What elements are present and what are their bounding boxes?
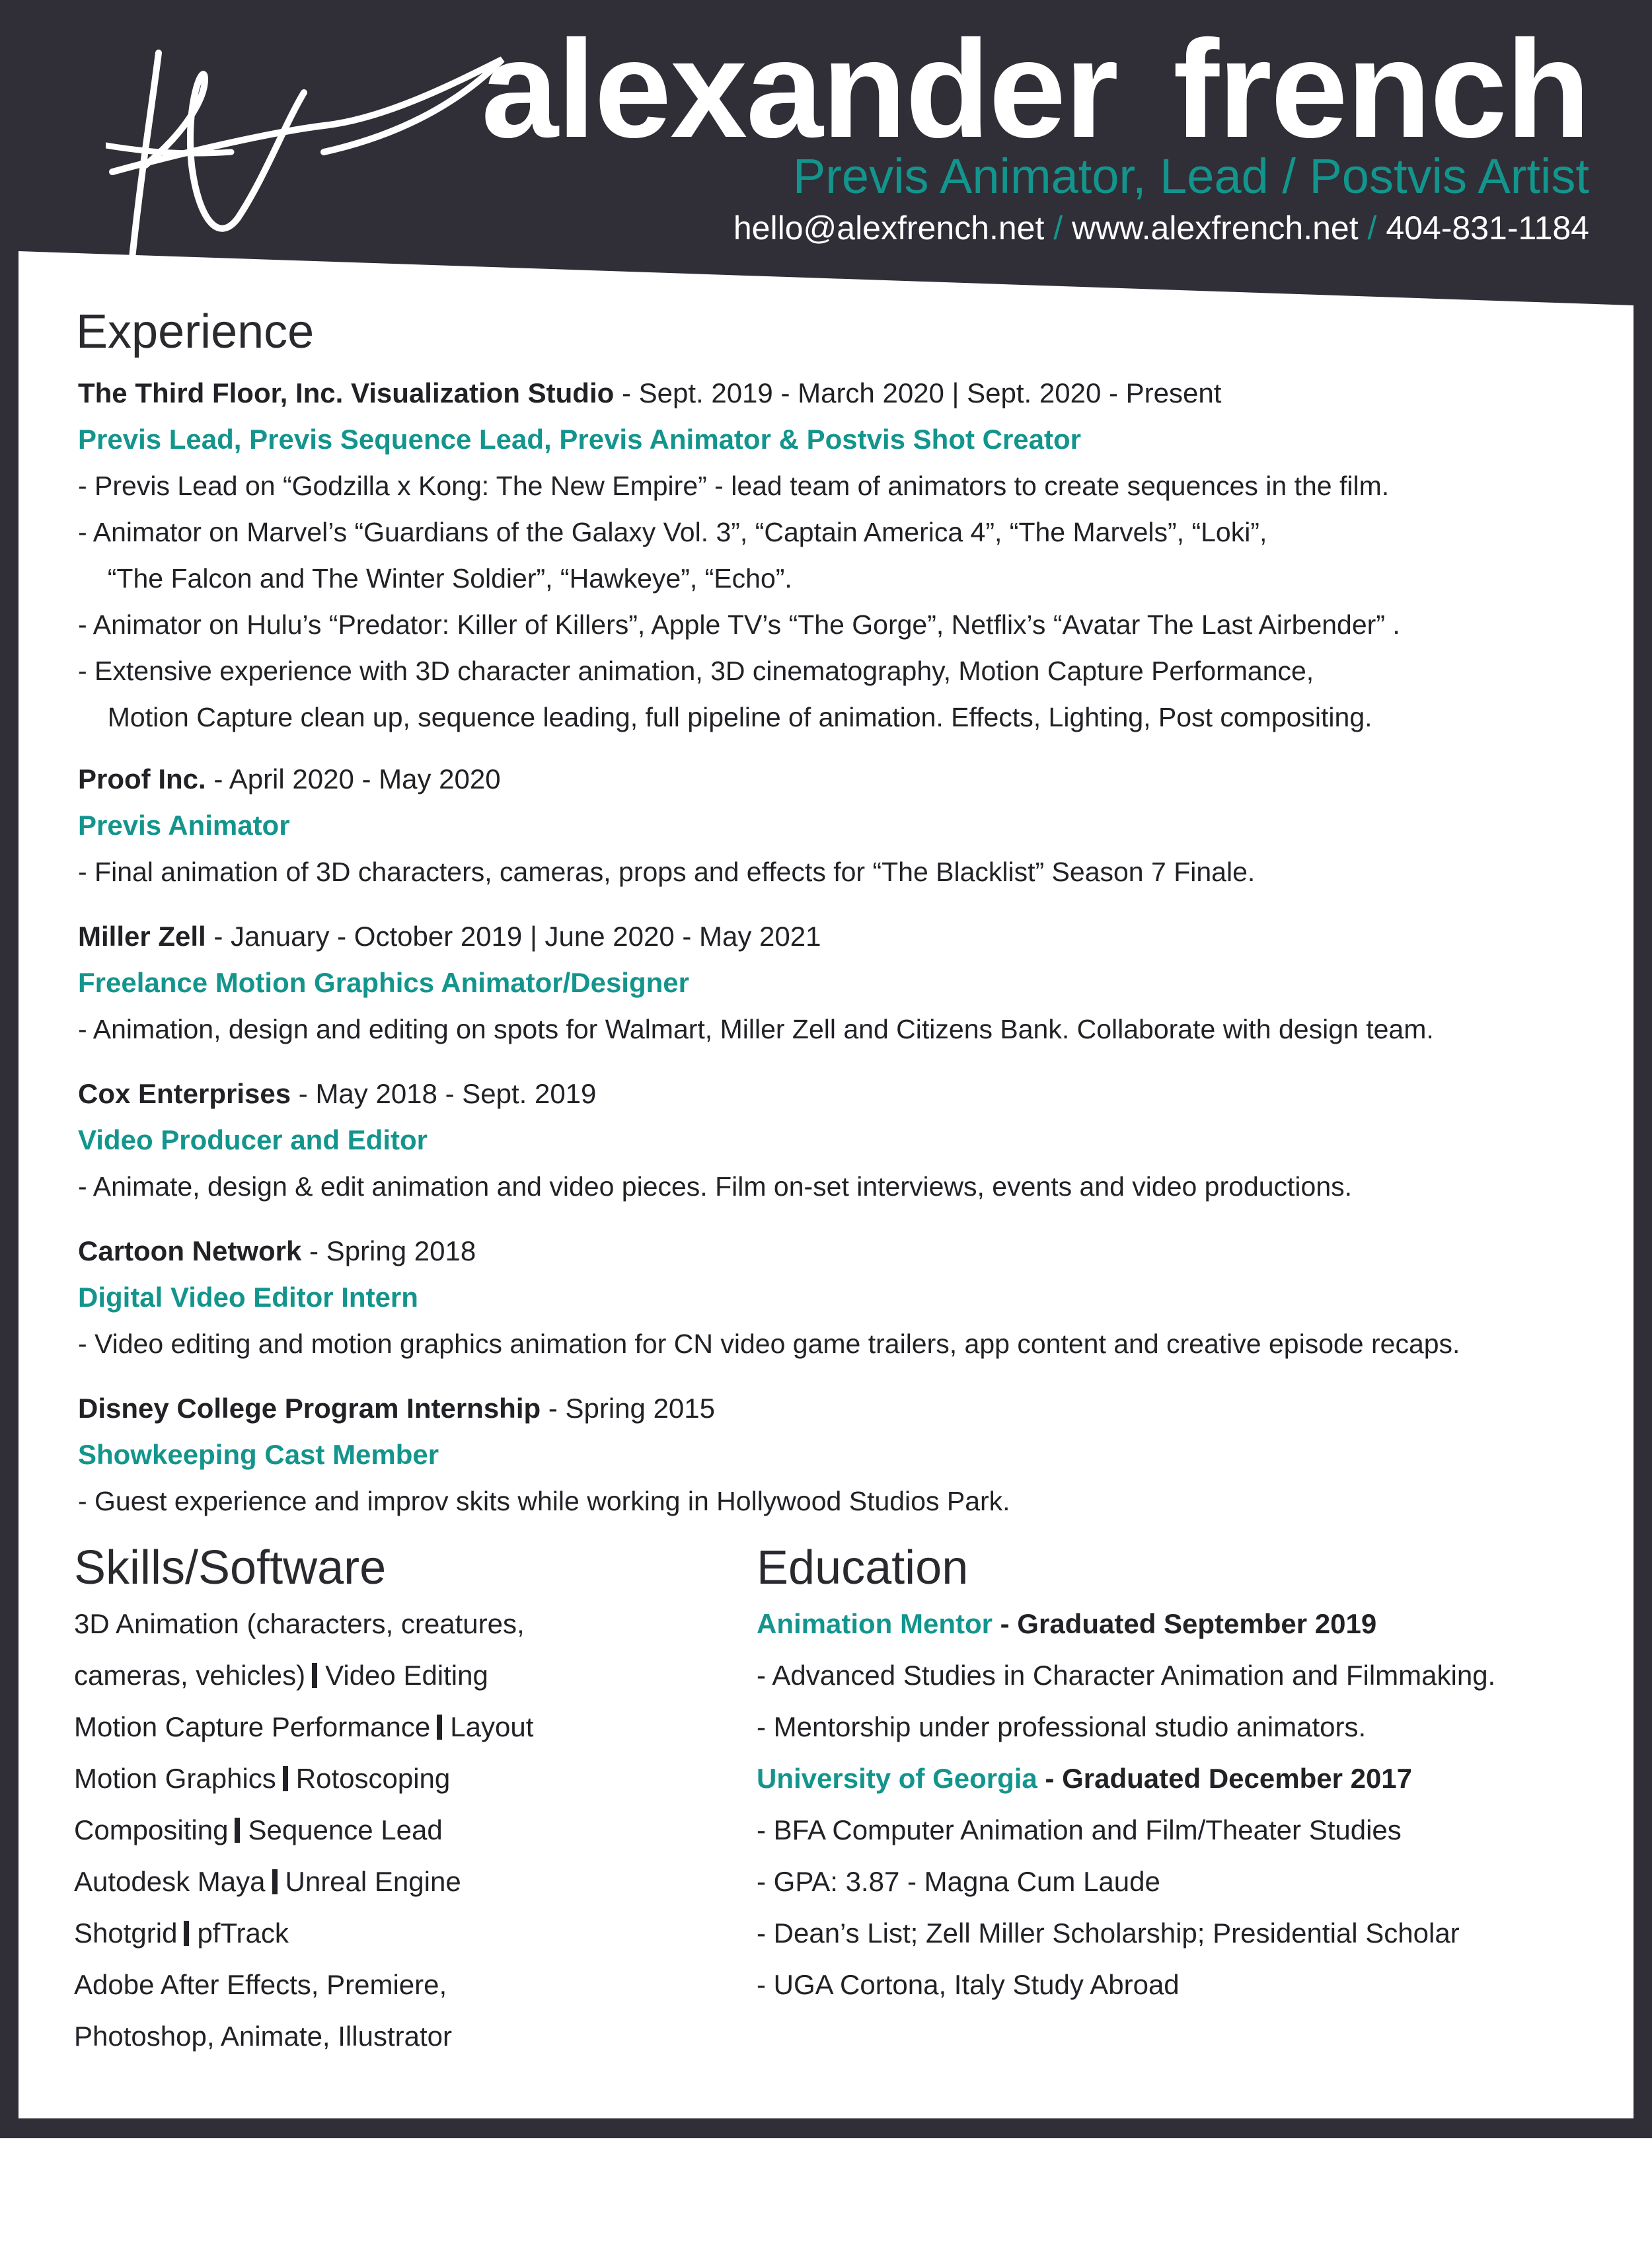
- job-role: Showkeeping Cast Member: [78, 1439, 439, 1470]
- education-detail: - UGA Cortona, Italy Study Abroad: [757, 1969, 1180, 2000]
- job-role: Digital Video Editor Intern: [78, 1282, 418, 1313]
- skill-item: Motion Capture Performance: [74, 1711, 431, 1742]
- skill-line: Photoshop, Animate, Illustrator: [74, 2021, 452, 2052]
- job-bullet: - Animation, design and editing on spots for Walmart, Miller Zell and Citizens Bank. Collaborate with design team.: [78, 1014, 1434, 1044]
- skill-item: Shotgrid: [74, 1917, 178, 1949]
- school-header: [757, 1753, 1629, 1804]
- job-entry: [78, 1071, 1618, 1210]
- skill-line: [74, 1650, 735, 1701]
- job-bullet: - Animator on Marvel’s “Guardians of the Galaxy Vol. 3”, “Captain America 4”, “The Marvels”, “Loki”,: [78, 517, 1267, 547]
- experience-heading: Experience: [76, 305, 315, 358]
- skills-list: [74, 1598, 735, 2062]
- job-entry: [78, 756, 1618, 895]
- education-detail: - BFA Computer Animation and Film/Theater Studies: [757, 1814, 1402, 1845]
- job-bullet: - Video editing and motion graphics animation for CN video game trailers, app content and creative episode recaps.: [78, 1329, 1460, 1359]
- name-first: alexander: [481, 11, 1117, 167]
- skill-item: Unreal Engine: [285, 1866, 461, 1897]
- job-bullet: Motion Capture clean up, sequence leading, full pipeline of animation. Effects, Lighting, Post compositing.: [93, 702, 1372, 732]
- skill-line: 3D Animation (characters, creatures,: [74, 1608, 525, 1639]
- education-detail: - Mentorship under professional studio animators.: [757, 1711, 1367, 1742]
- job-bullet: “The Falcon and The Winter Soldier”, “Hawkeye”, “Echo”.: [93, 563, 792, 594]
- job-dates: - April 2020 - May 2020: [206, 763, 501, 794]
- website-address: www.alexfrench.net: [1072, 210, 1359, 247]
- skill-line: Adobe After Effects, Premiere,: [74, 1969, 447, 2000]
- contact-separator: /: [1053, 210, 1063, 247]
- skill-line: [74, 1908, 735, 1959]
- job-role: Previs Animator: [78, 810, 290, 841]
- skill-item: pfTrack: [197, 1917, 289, 1949]
- education-detail: - Advanced Studies in Character Animation and Filmmaking.: [757, 1660, 1496, 1691]
- job-entry: [78, 1385, 1618, 1524]
- company-name: The Third Floor, Inc. Visualization Studio: [78, 377, 615, 408]
- job-bullet: - Guest experience and improv skits while working in Hollywood Studios Park.: [78, 1486, 1010, 1516]
- education-list: [757, 1598, 1629, 2011]
- job-header: [78, 756, 1618, 802]
- job-bullet: - Extensive experience with 3D character animation, 3D cinematography, Motion Capture Performance,: [78, 656, 1314, 686]
- job-bullet: - Animator on Hulu’s “Predator: Killer of Killers”, Apple TV’s “The Gorge”, Netflix’s “Avatar The Last Airbender” .: [78, 609, 1400, 640]
- job-header: [78, 1071, 1618, 1117]
- skill-item: Layout: [450, 1711, 534, 1742]
- skill-line: [74, 1701, 735, 1753]
- divider-bar: [283, 1766, 288, 1791]
- job-header: [78, 1228, 1618, 1274]
- divider-bar: [184, 1921, 189, 1946]
- job-role: Video Producer and Editor: [78, 1124, 428, 1155]
- skill-item: Motion Graphics: [74, 1763, 276, 1794]
- job-dates: - May 2018 - Sept. 2019: [291, 1078, 597, 1109]
- job-entry: [78, 1228, 1618, 1367]
- school-header: [757, 1598, 1629, 1650]
- company-name: Cox Enterprises: [78, 1078, 291, 1109]
- email-address: hello@alexfrench.net: [733, 210, 1045, 247]
- graduation-date: - Graduated September 2019: [992, 1608, 1377, 1639]
- candidate-name: [481, 11, 1589, 167]
- skill-item: Autodesk Maya: [74, 1866, 266, 1897]
- divider-bar: [312, 1663, 317, 1688]
- skill-item: Compositing: [74, 1814, 229, 1845]
- company-name: Disney College Program Internship: [78, 1393, 541, 1424]
- job-dates: - January - October 2019 | June 2020 - May 2021: [206, 921, 821, 952]
- skill-line: [74, 1753, 735, 1804]
- job-role: Freelance Motion Graphics Animator/Designer: [78, 967, 689, 998]
- job-header: [78, 370, 1618, 416]
- skill-item: cameras, vehicles): [74, 1660, 306, 1691]
- job-dates: - Spring 2018: [301, 1235, 476, 1266]
- company-name: Miller Zell: [78, 921, 206, 952]
- skills-heading: Skills/Software: [74, 1541, 387, 1594]
- school-name: University of Georgia: [757, 1763, 1037, 1794]
- signature-logo: [106, 46, 535, 264]
- job-entry: [78, 370, 1618, 740]
- skill-item: Video Editing: [325, 1660, 488, 1691]
- job-header: [78, 913, 1618, 960]
- education-detail: - Dean’s List; Zell Miller Scholarship; Presidential Scholar: [757, 1917, 1460, 1949]
- job-bullet: - Previs Lead on “Godzilla x Kong: The New Empire” - lead team of animators to create sequences in the film.: [78, 471, 1390, 501]
- divider-bar: [437, 1715, 442, 1740]
- skill-item: Rotoscoping: [295, 1763, 451, 1794]
- job-role: Previs Lead, Previs Sequence Lead, Previs Animator & Postvis Shot Creator: [78, 424, 1082, 455]
- education-heading: Education: [757, 1541, 969, 1594]
- education-detail: - GPA: 3.87 - Magna Cum Laude: [757, 1866, 1160, 1897]
- phone-number: 404-831-1184: [1386, 210, 1589, 247]
- name-last: french: [1173, 11, 1589, 167]
- school-name: Animation Mentor: [757, 1608, 993, 1639]
- job-title-subtitle: Previs Animator, Lead / Postvis Artist: [792, 149, 1589, 204]
- divider-bar: [272, 1869, 278, 1894]
- divider-bar: [235, 1818, 240, 1843]
- contact-line: [733, 212, 1589, 245]
- company-name: Cartoon Network: [78, 1235, 302, 1266]
- company-name: Proof Inc.: [78, 763, 206, 794]
- job-dates: - Spring 2015: [541, 1393, 716, 1424]
- skill-item: Sequence Lead: [248, 1814, 443, 1845]
- job-header: [78, 1385, 1618, 1432]
- graduation-date: - Graduated December 2017: [1037, 1763, 1413, 1794]
- skill-line: [74, 1856, 735, 1908]
- job-entry: [78, 913, 1618, 1052]
- contact-separator: /: [1367, 210, 1377, 247]
- job-bullet: - Final animation of 3D characters, cameras, props and effects for “The Blacklist” Season 7 Finale.: [78, 857, 1256, 887]
- skill-line: [74, 1804, 735, 1856]
- job-dates: - Sept. 2019 - March 2020 | Sept. 2020 - Present: [614, 377, 1222, 408]
- job-bullet: - Animate, design & edit animation and video pieces. Film on-set interviews, events and video productions.: [78, 1171, 1353, 1202]
